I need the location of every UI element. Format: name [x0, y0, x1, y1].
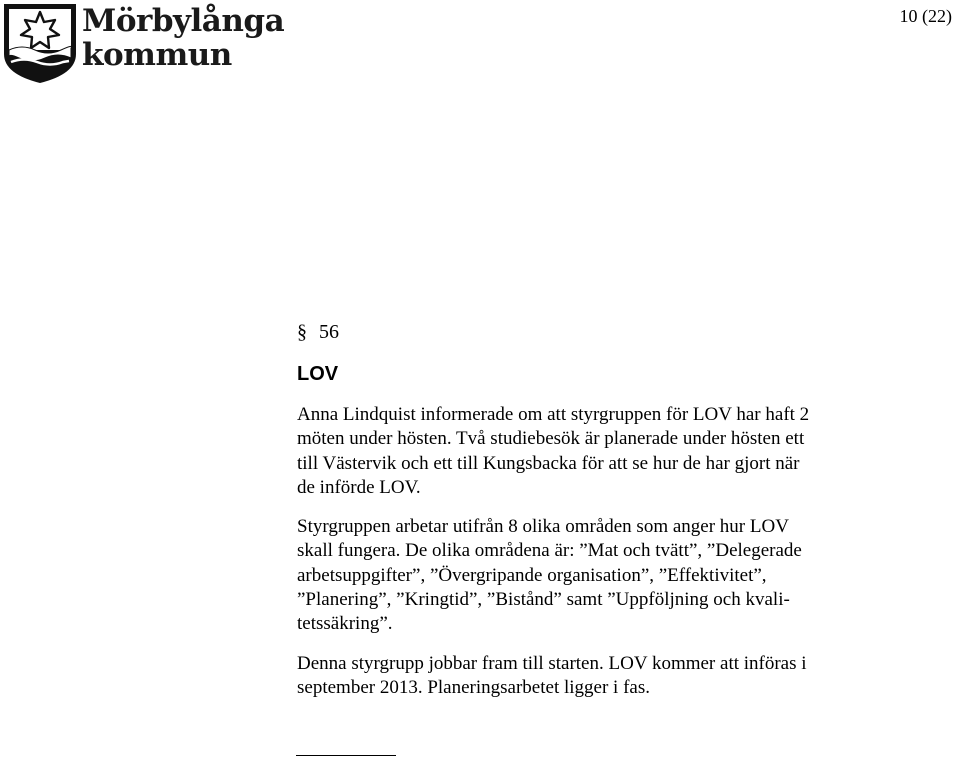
text-line: tetssäkring”. — [297, 613, 393, 635]
text-line: möten under hösten. Två studiebesök är planerade under hösten ett — [297, 428, 805, 450]
section-number — [297, 320, 907, 344]
section-content — [297, 320, 907, 715]
text-line: arbetsuppgifter”, ”Övergripande organisation”, ”Effektivitet”, — [297, 564, 767, 586]
page-number: 10 (22) — [899, 6, 952, 26]
logo-line-1: Mörbylånga — [82, 3, 285, 39]
text-line: september 2013. Planeringsarbetet ligger i fas. — [297, 676, 650, 698]
municipality-logo — [2, 2, 285, 86]
section-title: LOV — [297, 363, 339, 385]
logo-line-2: kommun — [82, 37, 232, 73]
paragraph-3 — [297, 652, 907, 701]
paragraph-2 — [297, 515, 907, 636]
text-line: skall fungera. De olika områdena är: ”Mat och tvätt”, ”Delegerade — [297, 540, 802, 562]
paragraph-sign: § — [297, 321, 307, 343]
logo-wordmark — [82, 4, 284, 72]
text-line: de införde LOV. — [297, 476, 421, 498]
text-line: Anna Lindquist informerade om att styrgruppen för LOV har haft 2 — [297, 404, 810, 425]
coat-of-arms-icon — [2, 2, 78, 84]
paragraph-number: 56 — [319, 321, 339, 343]
paragraph-1 — [297, 403, 907, 500]
text-line: till Västervik och ett till Kungsbacka för att se hur de har gjort när — [297, 452, 800, 474]
signature-rule — [296, 755, 396, 756]
text-line: Styrgruppen arbetar utifrån 8 olika områden som anger hur LOV — [297, 516, 789, 538]
text-line: ”Planering”, ”Kringtid”, ”Bistånd” samt ”Uppföljning och kvali- — [297, 589, 790, 611]
text-line: Denna styrgrupp jobbar fram till starten. LOV kommer att införas i — [297, 652, 807, 674]
